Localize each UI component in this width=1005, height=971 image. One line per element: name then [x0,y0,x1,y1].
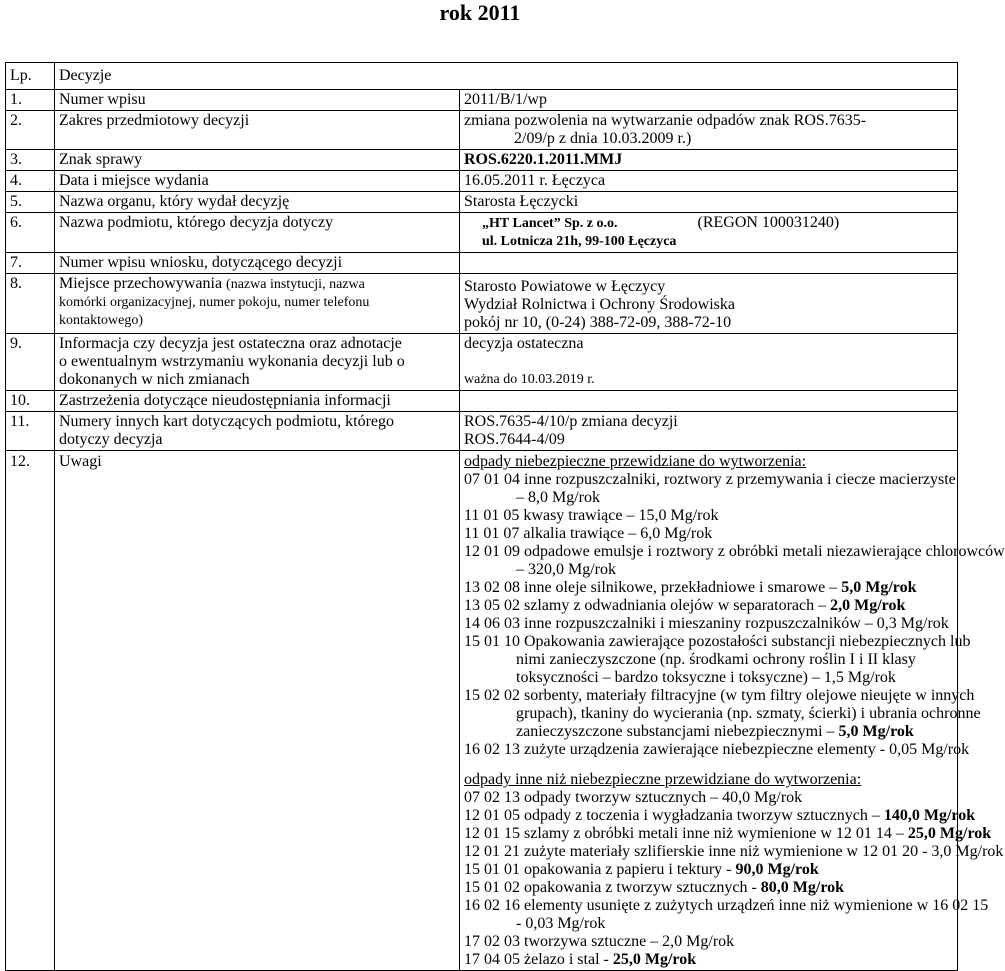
notes-text: 13 05 02 szlamy z odwadniania olejów w separatorach – [464,597,827,614]
row-label [55,274,460,334]
notes-line [464,723,953,741]
notes-line [464,861,953,879]
table-row [6,274,958,334]
decisions-table [5,62,1005,971]
row-number: 6. [6,213,55,253]
row-label-text: Miejsce przechowywania [59,275,223,292]
row-label: Nazwa podmiotu, którego decyzja dotyczy [55,213,460,253]
row-label-text: (nazwa instytucji, nazwa [226,277,365,292]
row-value-line: Starosto Powiatowe w Łęczycy [464,278,666,295]
row-value [460,334,958,391]
notes-line: 16 02 13 zużyte urządzenia zawierające niebezpieczne elementy - 0,05 Mg/rok [464,741,970,758]
row-number: 12. [6,451,55,971]
row-label: Uwagi [55,451,460,971]
row-value-line [464,214,953,233]
row-label-line: dokonanych w nich zmianach [59,371,250,388]
notes-line [464,807,976,825]
notes-amount: 25,0 Mg/rok [612,951,697,968]
row-label-line: o ewentualnym wstrzymaniu wykonania decyzji lub o [59,353,405,370]
notes-line [464,579,953,597]
row-value: ROS.6220.1.2011.MMJ [460,150,958,171]
table-row [6,90,958,111]
notes-line: 07 01 04 inne rozpuszczalniki, roztwory z przemywania i ciecze macierzyste [464,471,956,488]
row-label-line: Informacja czy decyzja jest ostateczna oraz adnotacje [59,335,402,352]
notes-line: 14 06 03 inne rozpuszczalniki i mieszaniny rozpuszczalników – 0,3 Mg/rok [464,615,949,632]
notes-text: 12 01 05 odpady z toczenia i wygładzania tworzyw sztucznych – [464,807,880,824]
page-title: rok 2011 [439,0,521,25]
notes-text: 13 02 08 inne oleje silnikowe, przekładniowe i smarowe – [464,579,838,596]
row-number: 8. [6,274,55,334]
row-label-line: kontaktowego) [59,313,143,328]
company-address: ul. Lotnicza 21h, 99-100 Łęczyca [482,234,677,249]
notes-line: nimi zanieczyszczone (np. środkami ochrony roślin I i II klasy [516,651,916,668]
table-row [6,150,958,171]
notes-line: 12 01 09 odpadowe emulsje i roztwory z obróbki metali niezawierające chlorowców [464,543,1005,560]
row-label: Numer wpisu wniosku, dotyczącego decyzji [55,253,460,274]
row-label-line: dotyczy decyzja [59,431,163,448]
row-number: 2. [6,111,55,150]
notes-text: zanieczyszczone substancjami niebezpiecznymi – [516,723,835,740]
row-label [55,334,460,391]
table-row [6,171,958,192]
row-value: Starosta Łęczycki [460,192,958,213]
header-decyzje: Decyzje [55,63,958,90]
row-label [55,412,460,451]
row-value-line: 2/09/p z dnia 10.03.2009 r.) [514,130,692,147]
regon: (REGON 100031240) [697,214,840,231]
row-number: 10. [6,391,55,412]
row-value-line: ROS.7644-4/09 [464,431,565,448]
notes-amount: 90,0 Mg/rok [735,861,819,878]
table-row [6,111,958,150]
notes-line: – 8,0 Mg/rok [516,489,600,506]
row-label: Data i miejsce wydania [55,171,460,192]
table-row [6,451,958,971]
notes-line: 16 02 16 elementy usunięte z zużytych urządzeń inne niż wymienione w 16 02 15 [464,897,989,914]
row-value-line: zmiana pozwolenia na wytwarzanie odpadów znak ROS.7635- [464,112,867,129]
notes-line: toksyczności – bardzo toksyczne i toksyczne) – 1,5 Mg/rok [516,669,896,686]
notes-line: grupach), tkaniny do wycierania (np. szmaty, ścierki) i ubrania ochronne [516,705,981,722]
table-row [6,192,958,213]
table-header-row [6,63,958,90]
row-label-line: komórki organizacyjnej, numer pokoju, numer telefonu [59,295,370,310]
notes-line [464,879,953,897]
table-row [6,334,958,391]
row-label-line: Numery innych kart dotyczących podmiotu, którego [59,413,395,430]
row-value-line: Wydział Rolnictwa i Ochrony Środowiska [464,296,735,313]
row-number: 11. [6,412,55,451]
row-label: Zakres przedmiotowy decyzji [55,111,460,150]
company-name: „HT Lancet” Sp. z o.o. [482,216,618,231]
row-label: Nazwa organu, który wydał decyzję [55,192,460,213]
row-label: Zastrzeżenia dotyczące nieudostępniania informacji [55,391,460,412]
row-value [460,213,958,253]
row-value-line: ROS.7635-4/10/p zmiana decyzji [464,413,678,430]
notes-line [464,597,953,615]
row-value [460,391,958,412]
notes-line [464,951,953,969]
notes-text: 17 04 05 żelazo i stal - [464,951,609,968]
notes-text: 12 01 15 szlamy z obróbki metali inne niż wymienione w 12 01 14 – [464,825,904,842]
table-row [6,253,958,274]
notes-text: 15 01 01 opakowania z papieru i tektury - [464,861,732,878]
notes-line: 07 02 13 odpady tworzyw sztucznych – 40,0 Mg/rok [464,789,803,806]
row-number: 9. [6,334,55,391]
notes [460,451,1005,971]
row-value: 16.05.2011 r. Łęczyca [460,171,958,192]
row-value [460,253,958,274]
row-value: 2011/B/1/wp [460,90,958,111]
notes-line: – 320,0 Mg/rok [516,561,616,578]
notes-text: 15 01 02 opakowania z tworzyw sztucznych - [464,879,757,896]
row-number: 1. [6,90,55,111]
row-value-line: ważna do 10.03.2019 r. [464,372,595,387]
notes-line: 11 01 05 kwasy trawiące – 15,0 Mg/rok [464,507,719,524]
notes-line: 15 01 10 Opakowania zawierające pozostałości substancji niebezpiecznych lub [464,633,971,650]
table-row [6,412,958,451]
row-value-line: pokój nr 10, (0-24) 388-72-09, 388-72-10 [464,314,732,331]
row-label: Znak sprawy [55,150,460,171]
header-lp: Lp. [6,63,55,90]
table-row [6,213,958,253]
table-row [6,391,958,412]
notes-line: 11 01 07 alkalia trawiące – 6,0 Mg/rok [464,525,713,542]
row-value [460,274,958,334]
row-number: 5. [6,192,55,213]
notes-line: - 0,03 Mg/rok [516,915,606,932]
notes-hazardous-header: odpady niebezpieczne przewidziane do wytworzenia: [464,453,807,470]
row-label-line [59,275,455,294]
notes-line [464,825,992,843]
row-label: Numer wpisu [55,90,460,111]
notes-amount: 5,0 Mg/rok [841,579,917,596]
notes-amount: 140,0 Mg/rok [883,807,976,824]
notes-line: 17 02 03 tworzywa sztuczne – 2,0 Mg/rok [464,933,735,950]
row-value [460,412,958,451]
notes-line: 15 02 02 sorbenty, materiały filtracyjne (w tym filtry olejowe nieujęte w innych [464,687,975,704]
row-number: 7. [6,253,55,274]
row-number: 4. [6,171,55,192]
notes-other-header: odpady inne niż niebezpieczne przewidziane do wytworzenia: [464,771,862,788]
row-number: 3. [6,150,55,171]
notes-amount: 80,0 Mg/rok [760,879,845,896]
row-value-line: decyzja ostateczna [464,335,584,352]
notes-amount: 25,0 Mg/rok [907,825,992,842]
row-value [460,111,958,150]
notes-line: 12 01 21 zużyte materiały szlifierskie inne niż wymienione w 12 01 20 - 3,0 Mg/rok [464,843,1004,860]
notes-amount: 5,0 Mg/rok [838,723,914,740]
notes-amount: 2,0 Mg/rok [830,597,906,614]
